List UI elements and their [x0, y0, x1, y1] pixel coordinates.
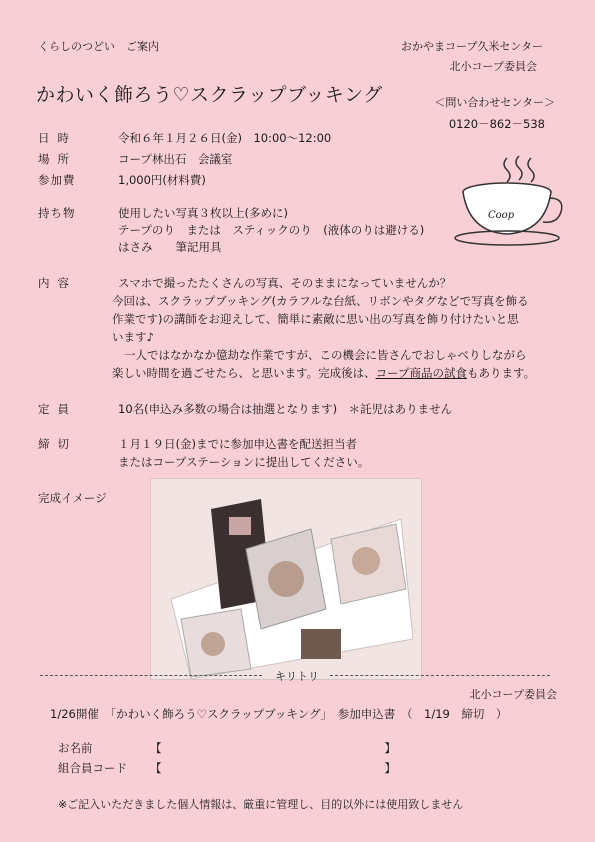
cut-line-right: [330, 675, 550, 676]
datetime-value: 令和６年１月２６日(金) 10:00～12:00: [118, 131, 332, 145]
datetime-label: 日時: [38, 131, 77, 145]
member-bracket-close: 】: [384, 761, 396, 775]
deadline-line: １月１９日(金)までに参加申込書を配送担当者: [118, 437, 357, 451]
sample-photo: [150, 478, 422, 680]
scrapbook-photo-image: [151, 479, 421, 679]
committee-name: 北小コープ委員会: [449, 60, 537, 73]
content-line: 今回は、スクラップブッキング(カラフルな台紙、リボンやタグなどで写真を飾る: [112, 294, 529, 308]
name-bracket-close: 】: [384, 741, 396, 755]
capacity-value: 10名(申込み多数の場合は抽選となります) ＊託児はありません: [118, 402, 453, 416]
content-line: います♪: [112, 330, 154, 344]
fee-value: 1,000円(材料費): [118, 173, 206, 187]
image-label: 完成イメージ: [38, 491, 107, 505]
content-highlight: コープ商品の試食: [375, 366, 468, 380]
content-line: 作業です)の講師をお迎えして、簡単に素敵に思い出の写真を飾り付けたいと思: [112, 312, 519, 326]
form-heading: 1/26開催 「かわいく飾ろう♡スクラップブッキング」 参加申込書 （ 1/19 締切 ）: [50, 707, 508, 721]
form-committee: 北小コープ委員会: [469, 688, 557, 701]
items-line: テープのり または スティックのり (液体のりは避ける): [118, 223, 425, 237]
cup-coop-label: Coop: [488, 210, 515, 221]
place-value: コープ林出石 会議室: [118, 152, 233, 166]
capacity-label: 定員: [38, 402, 77, 416]
privacy-note: ※ご記入いただきました個人情報は、厳重に管理し、目的以外には使用致しません: [58, 798, 464, 811]
contact-label: ＜問い合わせセンター＞: [434, 96, 555, 109]
cut-label: キリトリ: [275, 670, 319, 683]
name-bracket-open: 【: [150, 741, 162, 755]
name-label: お名前: [58, 741, 93, 755]
deadline-label: 締切: [38, 437, 77, 451]
items-label: 持ち物: [38, 206, 76, 220]
items-line: 使用したい写真３枚以上(多めに): [118, 206, 288, 220]
content-end: もあります。: [467, 366, 536, 380]
content-line: スマホで撮ったたくさんの写真、そのままになっていませんか？: [118, 276, 452, 290]
cut-line-left: [40, 675, 262, 676]
content-line-final: [112, 365, 535, 381]
place-label: 場所: [38, 152, 77, 166]
items-line: はさみ 筆記用具: [118, 240, 222, 254]
coffee-cup-icon: [445, 150, 565, 250]
member-bracket-open: 【: [150, 761, 162, 775]
deadline-line: またはコープステーションに提出してください。: [118, 455, 370, 469]
category-label: くらしのつどい ご案内: [38, 40, 159, 53]
page-title: かわいく飾ろう♡スクラップブッキング: [36, 84, 383, 106]
content-line: 一人ではなかなか億劫な作業ですが、この機会に皆さんでおしゃべりしながら: [124, 348, 527, 362]
content-text: 楽しい時間を過ごせたら、と思います。完成後は、: [112, 366, 376, 380]
fee-label: 参加費: [38, 173, 76, 187]
content-label: 内容: [38, 276, 77, 290]
member-code-label: 組合員コード: [58, 761, 127, 775]
org-name: おかやまコープ久米センター: [400, 40, 543, 53]
contact-phone: 0120－862－538: [448, 117, 545, 131]
